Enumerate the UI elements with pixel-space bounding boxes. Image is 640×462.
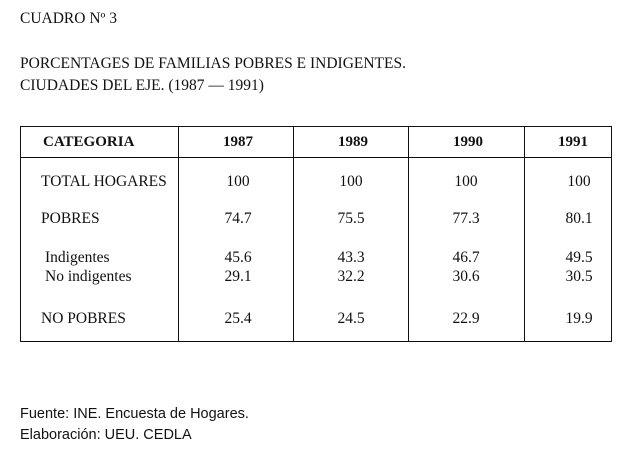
row-label-no-pobres: NO POBRES (41, 310, 126, 327)
cell-pobres-1987: 74.7 (224, 210, 252, 227)
header-1991: 1991 (558, 134, 588, 150)
table-title-line-2: CIUDADES DEL EJE. (1987 — 1991) (20, 77, 264, 94)
cell-no-pobres-1989: 24.5 (337, 310, 365, 327)
cell-indigentes-1989: 43.3 (337, 249, 365, 266)
header-1989: 1989 (338, 134, 368, 150)
header-categoria: CATEGORIA (43, 134, 135, 150)
row-label-indigentes: Indigentes (45, 249, 110, 266)
cell-indigentes-1990: 46.7 (452, 249, 480, 266)
cell-no-indigentes-1987: 29.1 (224, 268, 252, 285)
cell-no-pobres-1991: 19.9 (565, 310, 593, 327)
cell-no-pobres-1990: 22.9 (452, 310, 480, 327)
column-divider-3 (408, 127, 409, 341)
column-divider-2 (293, 127, 294, 341)
cell-total-1989: 100 (339, 173, 363, 190)
cell-no-indigentes-1989: 32.2 (337, 268, 365, 285)
source-line-1: Fuente: INE. Encuesta de Hogares. (20, 406, 249, 422)
cell-no-pobres-1987: 25.4 (224, 310, 252, 327)
header-1990: 1990 (453, 134, 483, 150)
cell-indigentes-1991: 49.5 (565, 249, 593, 266)
row-label-pobres: POBRES (41, 210, 100, 227)
table-title-line-1: PORCENTAGES DE FAMILIAS POBRES E INDIGENTES. (20, 55, 406, 72)
cuadro-label: CUADRO Nº 3 (20, 10, 117, 27)
column-divider-1 (178, 127, 179, 341)
cell-total-1991: 100 (567, 173, 591, 190)
source-line-2: Elaboración: UEU. CEDLA (20, 427, 192, 443)
cell-pobres-1991: 80.1 (565, 210, 593, 227)
row-label-no-indigentes: No indigentes (45, 268, 132, 285)
header-divider (21, 157, 611, 158)
cell-pobres-1989: 75.5 (337, 210, 365, 227)
data-table (20, 126, 612, 342)
row-label-total-hogares: TOTAL HOGARES (41, 173, 167, 190)
header-1987: 1987 (223, 134, 253, 150)
cell-no-indigentes-1990: 30.6 (452, 268, 480, 285)
cell-total-1990: 100 (454, 173, 478, 190)
cell-no-indigentes-1991: 30.5 (565, 268, 593, 285)
cell-indigentes-1987: 45.6 (224, 249, 252, 266)
column-divider-4 (524, 127, 525, 341)
cell-total-1987: 100 (226, 173, 250, 190)
cell-pobres-1990: 77.3 (452, 210, 480, 227)
